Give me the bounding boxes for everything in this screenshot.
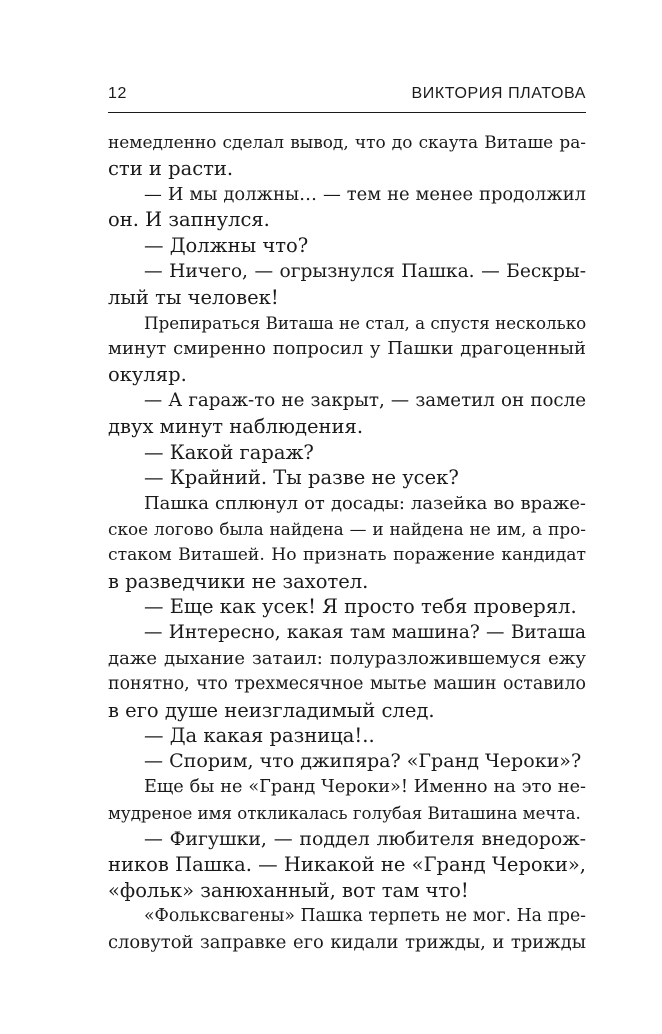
- text-line: ское логово была найдена — и найдена не им, а про-: [108, 518, 586, 539]
- page-header: [108, 84, 586, 113]
- text-line: — Ничего, — огрызнулся Пашка. — Бескры-: [144, 260, 586, 282]
- text-line: двух минут наблюдения.: [108, 414, 364, 438]
- text-line: в разведчики не захотел.: [108, 569, 369, 593]
- text-line: — Крайний. Ты разве не усек?: [144, 466, 459, 490]
- running-head-author: ВИКТОРИЯ ПЛАТОВА: [411, 85, 586, 102]
- text-line: — Какой гараж?: [144, 440, 314, 464]
- text-line: он. И запнулся.: [108, 208, 270, 232]
- text-line: в его душе неизгладимый след.: [108, 698, 435, 722]
- text-line: — Да какая разница!..: [144, 724, 375, 748]
- text-line: лый ты человек!: [108, 285, 279, 309]
- text-line: — А гараж-то не закрыт, — заметил он после: [144, 389, 586, 411]
- text-line: «Фольксвагены» Пашка терпеть не мог. На пре-: [144, 905, 586, 926]
- text-line: — Интересно, какая там машина? — Виташа: [144, 622, 586, 644]
- text-line: словутой заправке его кидали трижды, и трижды: [108, 931, 586, 953]
- text-line: немедленно сделал вывод, что до скаута Виташе ра-: [108, 132, 586, 152]
- text-line: окуляр.: [108, 363, 187, 387]
- text-line: мудреное имя откликалась голубая Виташина мечта.: [108, 803, 581, 823]
- text-line: — Еще как усек! Я просто тебя проверял.: [144, 595, 577, 619]
- text-line: сти и расти.: [108, 156, 234, 180]
- text-line: «фольк» занюханный, вот там что!: [108, 879, 469, 903]
- text-line: Еще бы не «Гранд Чероки»! Именно на это не-: [144, 776, 586, 797]
- text-line: — И мы должны… — тем не менее продолжил: [144, 183, 586, 205]
- text-line: стаком Виташей. Но признать поражение кандидат: [108, 544, 586, 565]
- text-line: — Фигушки, — поддел любителя внедорож-: [144, 827, 586, 850]
- text-line: — Должны что?: [144, 234, 309, 258]
- text-line: ников Пашка. — Никакой не «Гранд Чероки»,: [108, 853, 586, 877]
- text-line: Препираться Виташа не стал, а спустя несколько: [144, 312, 587, 333]
- text-line: — Спорим, что джипяра? «Гранд Чероки»?: [144, 750, 582, 773]
- page-number: 12: [108, 85, 127, 102]
- text-line: минут смиренно попросил у Пашки драгоценный: [108, 338, 586, 360]
- body-text: [108, 130, 586, 956]
- text-line: понятно, что трехмесячное мытье машин оставило: [108, 673, 586, 694]
- text-line: Пашка сплюнул от досады: лазейка во враже-: [144, 493, 586, 515]
- text-line: даже дыхание затаил: полуразложившемуся ежу: [108, 647, 586, 669]
